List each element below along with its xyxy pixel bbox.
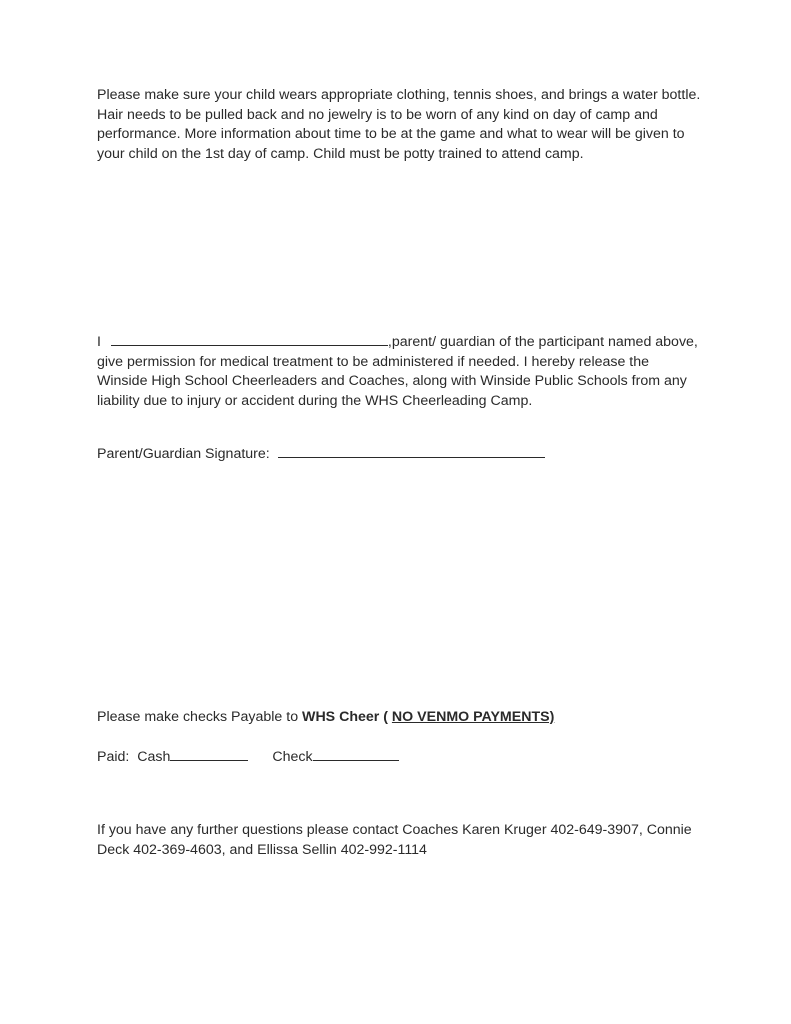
- signature-blank[interactable]: [278, 443, 545, 458]
- release-after-blank: ,parent/ guardian of the participant named above,: [387, 334, 698, 350]
- clothing-notice: [97, 86, 707, 164]
- signature-label: Parent/Guardian Signature:: [97, 446, 270, 462]
- check-blank[interactable]: [313, 746, 399, 761]
- contact-line-2: Deck 402-369-4603, and Ellissa Sellin 402-992-1114: [97, 841, 427, 858]
- release-first-line: [97, 331, 707, 353]
- clothing-line-1: Please make sure your child wears appropriate clothing, tennis shoes, and brings a water bottle.: [97, 87, 701, 103]
- clothing-line-4: your child on the 1st day of camp. Child must be potty trained to attend camp.: [97, 145, 584, 162]
- release-prefix: I: [97, 334, 101, 350]
- checks-payable-line: [97, 708, 707, 728]
- checks-prefix: Please make checks Payable to: [97, 709, 303, 725]
- contact-line-1: If you have any further questions please contact Coaches Karen Kruger 402-649-3907, Connie: [97, 822, 692, 838]
- payment-row: [97, 746, 707, 768]
- cash-label: Cash: [137, 749, 171, 765]
- clothing-line-2: Hair needs to be pulled back and no jewelry is to be worn of any kind on day of camp and: [97, 106, 658, 123]
- medical-release: [97, 331, 707, 411]
- checks-payee: WHS Cheer (: [302, 709, 392, 725]
- check-label: Check: [272, 749, 313, 765]
- contact-info: [97, 821, 707, 860]
- paid-label: Paid:: [97, 749, 130, 765]
- release-line-4: liability due to injury or accident during the WHS Cheerleading Camp.: [97, 392, 533, 409]
- no-venmo-warning: NO VENMO PAYMENTS): [391, 709, 555, 725]
- release-line-3: Winside High School Cheerleaders and Coaches, along with Winside Public Schools from any: [97, 373, 687, 389]
- cash-blank[interactable]: [170, 746, 248, 761]
- clothing-line-3: performance. More information about time to be at the game and what to wear will be given to: [97, 126, 685, 142]
- signature-row: [97, 443, 707, 465]
- guardian-name-blank[interactable]: [111, 331, 388, 346]
- release-line-2: give permission for medical treatment to be administered if needed. I hereby release the: [97, 353, 650, 370]
